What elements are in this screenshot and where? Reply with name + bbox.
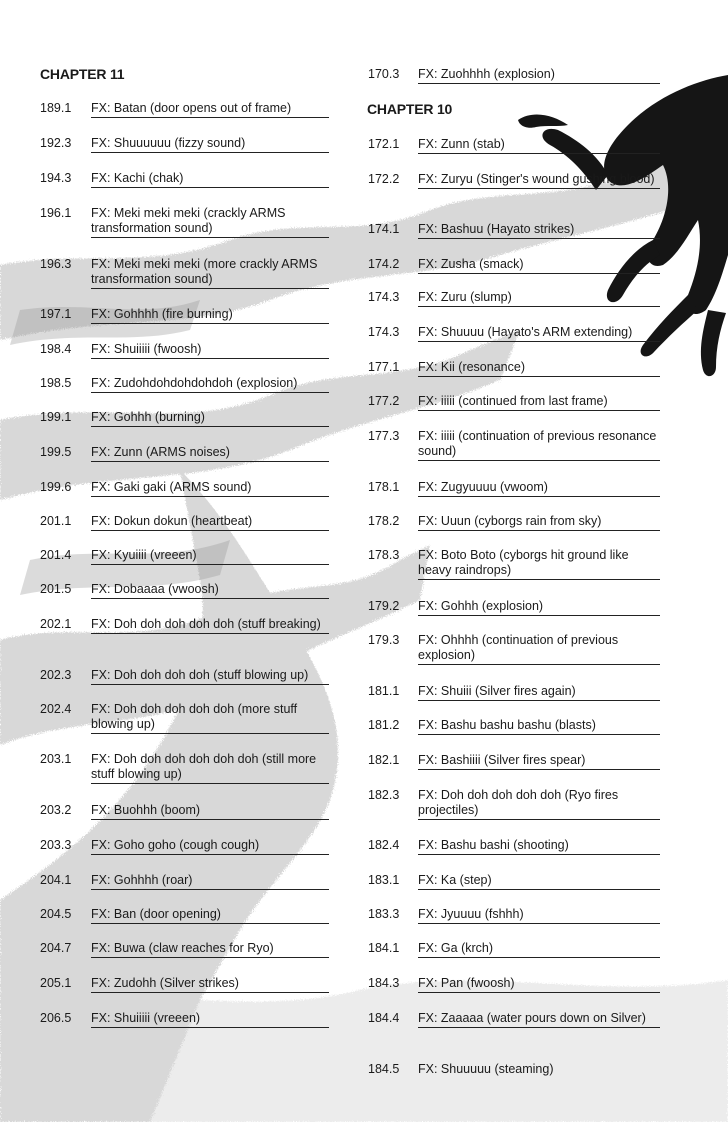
fx-description: FX: Meki meki meki (more crackly ARMS transformation sound) [91,257,329,289]
fx-description: FX: Ohhhh (continuation of previous explosion) [418,633,660,665]
fx-description: FX: Bashuu (Hayato strikes) [418,222,660,239]
fx-description: FX: Pan (fwoosh) [418,976,660,993]
page-panel-number: 179.2 [368,599,400,613]
fx-description: FX: Zuryu (Stinger's wound gushing blood) [418,172,660,189]
page-panel-number: 178.2 [368,514,400,528]
fx-description: FX: Zudohdohdohdohdoh (explosion) [91,376,329,393]
page-panel-number: 196.1 [40,206,72,220]
page-panel-number: 184.1 [368,941,400,955]
page-panel-number: 204.5 [40,907,72,921]
fx-description: FX: Bashiiii (Silver fires spear) [418,753,660,770]
page-panel-number: 206.5 [40,1011,72,1025]
fx-description: FX: Shuiiiii (vreeen) [91,1011,329,1028]
fx-description: FX: Gohhh (burning) [91,410,329,427]
fx-description: FX: Shuuuuuu (fizzy sound) [91,136,329,153]
fx-description: FX: Buwa (claw reaches for Ryo) [91,941,329,958]
page-panel-number: 189.1 [40,101,72,115]
page-panel-number: 170.3 [368,67,400,81]
page-panel-number: 203.2 [40,803,72,817]
fx-description: FX: Dokun dokun (heartbeat) [91,514,329,531]
fx-description: FX: Zugyuuuu (vwoom) [418,480,660,497]
page-panel-number: 199.1 [40,410,72,424]
page-panel-number: 184.3 [368,976,400,990]
page-panel-number: 194.3 [40,171,72,185]
page-panel-number: 177.3 [368,429,400,443]
chapter-11-heading: CHAPTER 11 [40,66,125,82]
page-panel-number: 178.1 [368,480,400,494]
page-panel-number: 181.2 [368,718,400,732]
fx-description: FX: Ga (krch) [418,941,660,958]
page-panel-number: 181.1 [368,684,400,698]
page-panel-number: 182.1 [368,753,400,767]
page-panel-number: 202.1 [40,617,72,631]
page-panel-number: 204.1 [40,873,72,887]
fx-description: FX: Kii (resonance) [418,360,660,377]
page-panel-number: 198.4 [40,342,72,356]
fx-description: FX: Zudohh (Silver strikes) [91,976,329,993]
fx-description: FX: Dobaaaa (vwoosh) [91,582,329,599]
fx-description: FX: Uuun (cyborgs rain from sky) [418,514,660,531]
fx-description: FX: iiiii (continuation of previous resonance sound) [418,429,660,461]
fx-description: FX: Zuru (slump) [418,290,660,307]
page-panel-number: 198.5 [40,376,72,390]
fx-description: FX: Kachi (chak) [91,171,329,188]
page-panel-number: 199.6 [40,480,72,494]
fx-description: FX: Boto Boto (cyborgs hit ground like heavy raindrops) [418,548,660,580]
fx-description: FX: Bashu bashu bashu (blasts) [418,718,660,735]
fx-description: FX: Doh doh doh doh (stuff blowing up) [91,668,329,685]
fx-description: FX: Ka (step) [418,873,660,890]
fx-description: FX: Gaki gaki (ARMS sound) [91,480,329,497]
fx-description: FX: Doh doh doh doh doh doh (still more stuff blowing up) [91,752,329,784]
page-panel-number: 183.3 [368,907,400,921]
page-panel-number: 203.3 [40,838,72,852]
chapter-10-heading: CHAPTER 10 [367,101,453,117]
fx-description: FX: Kyuiiii (vreeen) [91,548,329,565]
page-panel-number: 204.7 [40,941,72,955]
page-panel-number: 172.1 [368,137,400,151]
fx-description: FX: iiiii (continued from last frame) [418,394,660,411]
page-panel-number: 203.1 [40,752,72,766]
page-panel-number: 201.1 [40,514,72,528]
page-panel-number: 201.5 [40,582,72,596]
page-panel-number: 179.3 [368,633,400,647]
page-panel-number: 174.2 [368,257,400,271]
fx-description: FX: Gohhhh (fire burning) [91,307,329,324]
page-panel-number: 177.1 [368,360,400,374]
fx-description: FX: Zusha (smack) [418,257,660,274]
page-panel-number: 202.3 [40,668,72,682]
fx-description: FX: Doh doh doh doh doh (more stuff blowing up) [91,702,329,734]
page-panel-number: 205.1 [40,976,72,990]
fx-description: FX: Shuuuuu (steaming) [418,1062,554,1076]
fx-description: FX: Zunn (stab) [418,137,660,154]
page-panel-number: 174.3 [368,290,400,304]
fx-description: FX: Ban (door opening) [91,907,329,924]
page-panel-number: 184.4 [368,1011,400,1025]
fx-description: FX: Zuohhhh (explosion) [418,67,660,84]
page-panel-number: 183.1 [368,873,400,887]
page-panel-number: 192.3 [40,136,72,150]
fx-description: FX: Zunn (ARMS noises) [91,445,329,462]
page-panel-number: 174.1 [368,222,400,236]
fx-description: FX: Gohhh (explosion) [418,599,660,616]
fx-description: FX: Gohhhh (roar) [91,873,329,890]
fx-description: FX: Zaaaaa (water pours down on Silver) [418,1011,660,1028]
page-panel-number: 196.3 [40,257,72,271]
page-panel-number: 182.3 [368,788,400,802]
fx-description: FX: Batan (door opens out of frame) [91,101,329,118]
page-panel-number: 172.2 [368,172,400,186]
page-panel-number: 182.4 [368,838,400,852]
page-panel-number: 174.3 [368,325,400,339]
page-panel-number: 197.1 [40,307,72,321]
fx-description: FX: Bashu bashi (shooting) [418,838,660,855]
fx-description: FX: Jyuuuu (fshhh) [418,907,660,924]
fx-description: FX: Goho goho (cough cough) [91,838,329,855]
fx-description: FX: Buohhh (boom) [91,803,329,820]
fx-description: FX: Shuiiiii (fwoosh) [91,342,329,359]
fx-description: FX: Shuuuu (Hayato's ARM extending) [418,325,660,342]
fx-description: FX: Doh doh doh doh doh (Ryo fires projectiles) [418,788,660,820]
fx-description: FX: Meki meki meki (crackly ARMS transformation sound) [91,206,329,238]
page-panel-number: 177.2 [368,394,400,408]
page-panel-number: 184.5 [368,1062,400,1076]
page-panel-number: 178.3 [368,548,400,562]
fx-description: FX: Shuiii (Silver fires again) [418,684,660,701]
fx-description: FX: Doh doh doh doh doh (stuff breaking) [91,617,329,634]
page-panel-number: 201.4 [40,548,72,562]
page-panel-number: 202.4 [40,702,72,716]
page-panel-number: 199.5 [40,445,72,459]
